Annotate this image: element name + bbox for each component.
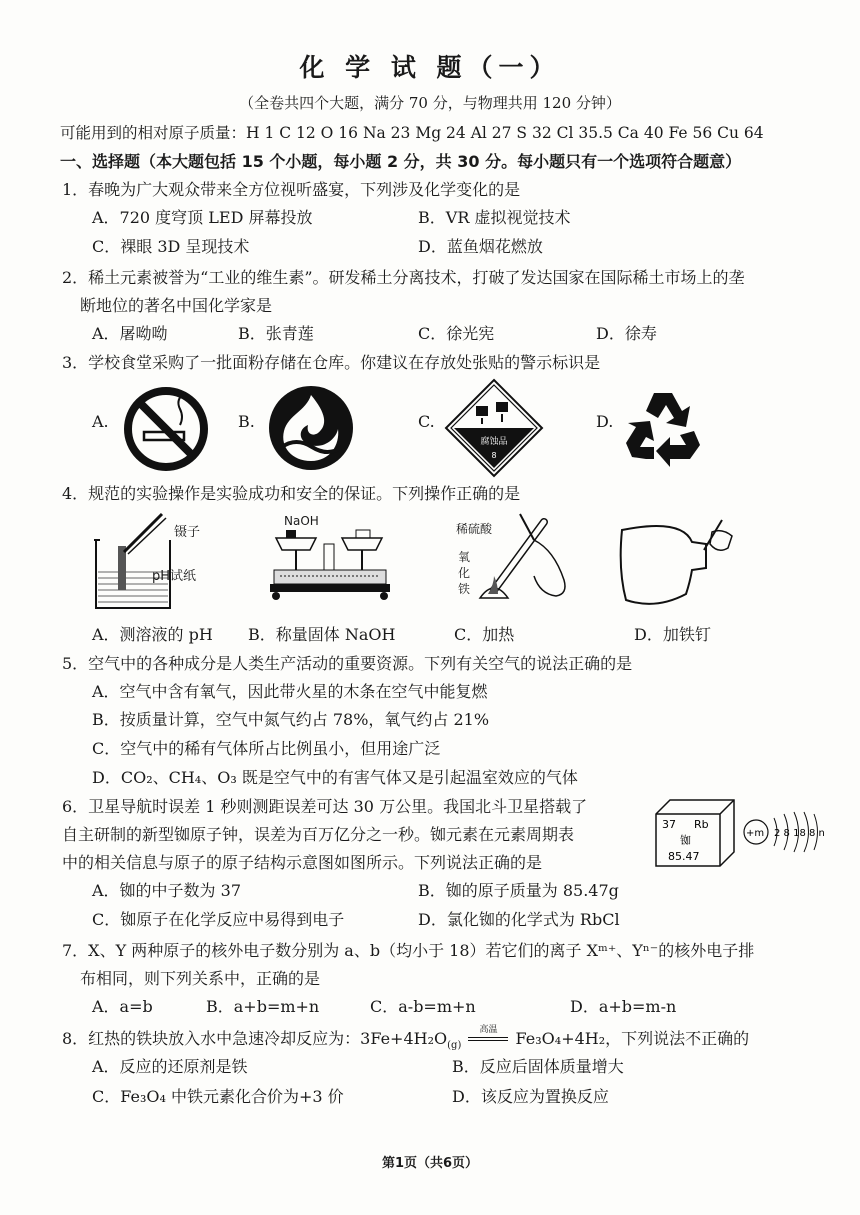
equation-right: Fe₃O₄+4H₂，下列说法不正确的: [515, 1029, 750, 1048]
recycle-sign: [624, 385, 702, 465]
question-stem-cont: 中的相关信息与原子的原子结构示意图如图所示。下列说法正确的是: [62, 853, 543, 872]
option-c: C．加热: [454, 625, 515, 644]
option-b: B．称量固体 NaOH: [248, 625, 396, 644]
option-d: D．加铁钉: [634, 625, 711, 644]
question-stem: 2．稀土元素被誉为“工业的维生素”。研发稀土分离技术，打破了发达国家在国际稀土市场上的垄: [62, 268, 745, 287]
atomic-structure-diagram: [738, 808, 828, 858]
option-a: A．720 度穹顶 LED 屏幕投放: [92, 208, 313, 227]
balance-diagram: [270, 530, 390, 610]
option-b: B．铷的原子质量为 85.47g: [418, 881, 619, 900]
option-d-label: D.: [596, 412, 614, 431]
flammable-solid-sign: [268, 385, 354, 471]
iron-oxide-label-3: 铁: [458, 582, 471, 596]
option-a-label: A.: [92, 412, 109, 431]
question-stem: 4．规范的实验操作是实验成功和安全的保证。下列操作正确的是: [62, 484, 521, 503]
option-c-label: C.: [418, 412, 435, 431]
ph-paper-label: pH试纸: [152, 569, 197, 584]
electron-shells: 2 8 18 8 n: [774, 828, 825, 839]
option-d: D．CO₂、CH₄、O₃ 既是空气中的有害气体又是引起温室效应的气体: [92, 768, 578, 787]
option-d: D．氯化铷的化学式为 RbCl: [418, 910, 620, 929]
option-a: A．a=b: [92, 997, 153, 1016]
question-stem: 1．春晚为广大观众带来全方位视听盛宴，下列涉及化学变化的是: [62, 180, 521, 199]
question-stem: 5．空气中的各种成分是人类生产活动的重要资源。下列有关空气的说法正确的是: [62, 654, 633, 673]
tweezers-label: 镊子: [174, 525, 201, 540]
option-c: C．空气中的稀有气体所占比例虽小，但用途广泛: [92, 739, 441, 758]
option-a: A．屠呦呦: [92, 324, 168, 343]
page-footer: 第1页（共6页）: [381, 1156, 479, 1171]
option-d: D．蓝鱼烟花燃放: [418, 237, 543, 256]
question-stem: 6．卫星导航时误差 1 秒则测距误差可达 30 万公里。我国北斗卫星搭载了: [62, 797, 588, 816]
element-name: 铷: [680, 834, 691, 847]
question-stem-cont: 断地位的著名中国化学家是: [80, 296, 273, 315]
naoh-label: NaOH: [284, 514, 319, 528]
exam-info: （全卷共四个大题，满分 70 分，与物理共用 120 分钟）: [239, 94, 621, 112]
no-smoking-sign: [122, 385, 210, 473]
atomic-masses: 可能用到的相对原子质量：H 1 C 12 O 16 Na 23 Mg 24 Al 27 S 32 Cl 35.5 Ca 40 Fe 56 Cu 64: [60, 124, 764, 142]
option-a: A．反应的还原剂是铁: [92, 1057, 248, 1076]
atomic-number: 37: [662, 818, 676, 831]
option-b: B．a+b=m+n: [206, 997, 320, 1016]
question-stem: [62, 1026, 749, 1051]
option-d: D．a+b=m-n: [570, 997, 677, 1016]
question-stem-cont: 布相同，则下列关系中，正确的是: [80, 969, 321, 988]
element-cell-rb: [656, 798, 736, 868]
option-b: B．反应后固体质量增大: [452, 1057, 624, 1076]
corrosive-sign: [444, 378, 544, 478]
flask-diagram: [618, 510, 738, 610]
state-symbol: (g): [447, 1040, 462, 1052]
option-b-label: B.: [238, 412, 255, 431]
corrosive-label: 腐蚀品: [480, 437, 508, 447]
option-c: C．Fe₃O₄ 中铁元素化合价为+3 价: [92, 1087, 344, 1106]
question-stem: 7．X、Y 两种原子的核外电子数分别为 a、b（均小于 18）若它们的离子 Xᵐ⁺、Yⁿ⁻的核外电子排: [62, 941, 755, 960]
corrosive-class: 8: [491, 451, 497, 460]
option-c: C．徐光宪: [418, 324, 495, 343]
option-b: B．VR 虚拟视觉技术: [418, 208, 571, 227]
option-a: A．测溶液的 pH: [92, 625, 213, 644]
option-a: A．空气中含有氧气，因此带火星的木条在空气中能复燃: [92, 682, 488, 701]
option-c: C．裸眼 3D 呈现技术: [92, 237, 250, 256]
equation-left: 8．红热的铁块放入水中急速冷却反应为：3Fe+4H₂O: [62, 1029, 448, 1048]
section-heading: 一、选择题（本大题包括 15 个小题，每小题 2 分，共 30 分。每小题只有一个选项符合题意）: [60, 152, 742, 171]
iron-oxide-label-2: 化: [458, 566, 471, 580]
iron-oxide-label-1: 氧: [458, 550, 471, 564]
option-b: B．张青莲: [238, 324, 314, 343]
option-d: D．该反应为置换反应: [452, 1087, 609, 1106]
element-symbol: Rb: [694, 818, 709, 831]
option-a: A．铷的中子数为 37: [92, 881, 242, 900]
option-c: C．a-b=m+n: [370, 997, 476, 1016]
acid-label: 稀硫酸: [456, 522, 493, 536]
atomic-mass: 85.47: [668, 850, 700, 863]
option-c: C．铷原子在化学反应中易得到电子: [92, 910, 345, 929]
question-stem-cont: 自主研制的新型铷原子钟，误差为百万亿分之一秒。铷元素在元素周期表: [62, 825, 575, 844]
nucleus-charge: +m: [746, 828, 765, 839]
question-stem: 3．学校食堂采购了一批面粉存储在仓库。你建议在存放处张贴的警示标识是: [62, 353, 601, 372]
option-b: B．按质量计算，空气中氮气约占 78%，氧气约占 21%: [92, 710, 490, 729]
option-d: D．徐寿: [596, 324, 657, 343]
heating-diagram: [474, 510, 584, 610]
page-title: 化 学 试 题（一）: [299, 53, 561, 82]
reaction-condition: 高温: [479, 1025, 498, 1035]
